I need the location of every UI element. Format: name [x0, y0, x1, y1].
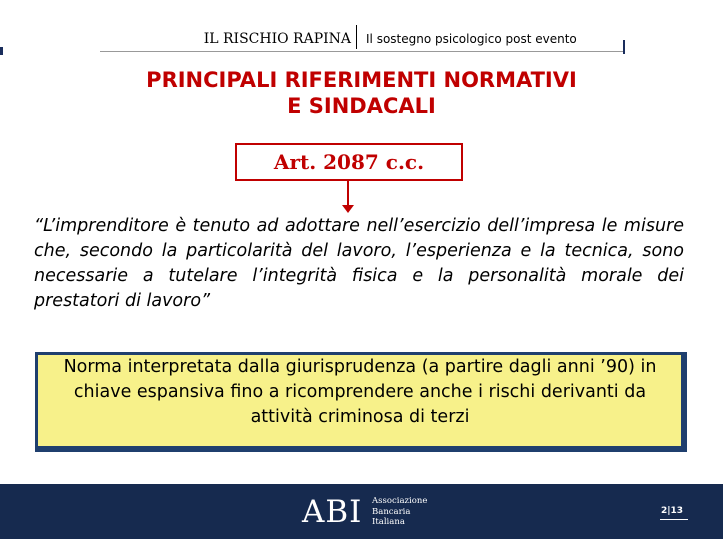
header-left-accent [0, 47, 3, 55]
abi-logo-line-2: Bancaria [372, 506, 411, 517]
page-number-underline [660, 519, 688, 520]
slide-header [0, 0, 723, 56]
slide-title-line-2: E SINDACALI [287, 94, 436, 118]
slide-title-line-1: PRINCIPALI RIFERIMENTI NORMATIVI [146, 68, 577, 92]
header-rule [100, 51, 623, 52]
abi-logo-line-3: Italiana [372, 517, 405, 527]
article-reference-box: Art. 2087 c.c. [235, 143, 463, 181]
header-divider [356, 25, 357, 49]
abi-logo-mark: ABI [302, 494, 363, 530]
abi-logo-line-1: Associazione [372, 496, 428, 506]
interpretation-note-text: Norma interpretata dalla giurisprudenza (a partire dagli anni ’90) in chiave espansiva fino a ricomprendere anche i rischi derivanti da attività criminosa di terzi [63, 357, 657, 427]
header-right-title: Il sostegno psicologico post evento [366, 32, 577, 46]
slide-title [0, 67, 723, 119]
header-left-title: IL RISCHIO RAPINA [203, 31, 351, 47]
article-quote: “L’imprenditore è tenuto ad adottare nell’esercizio dell’impresa le misure che, secondo la particolarità del lavoro, l’esperienza e la tecnica, sono necessarie a tutelare l’integrità fisica e la personalità morale dei prestatori di lavoro” [34, 216, 684, 311]
arrow-down-icon [342, 205, 354, 213]
header-right-accent [623, 40, 625, 54]
page-number: 2|13 [661, 506, 684, 516]
slide-footer [0, 484, 723, 539]
abi-logo-subtitle [372, 496, 452, 528]
